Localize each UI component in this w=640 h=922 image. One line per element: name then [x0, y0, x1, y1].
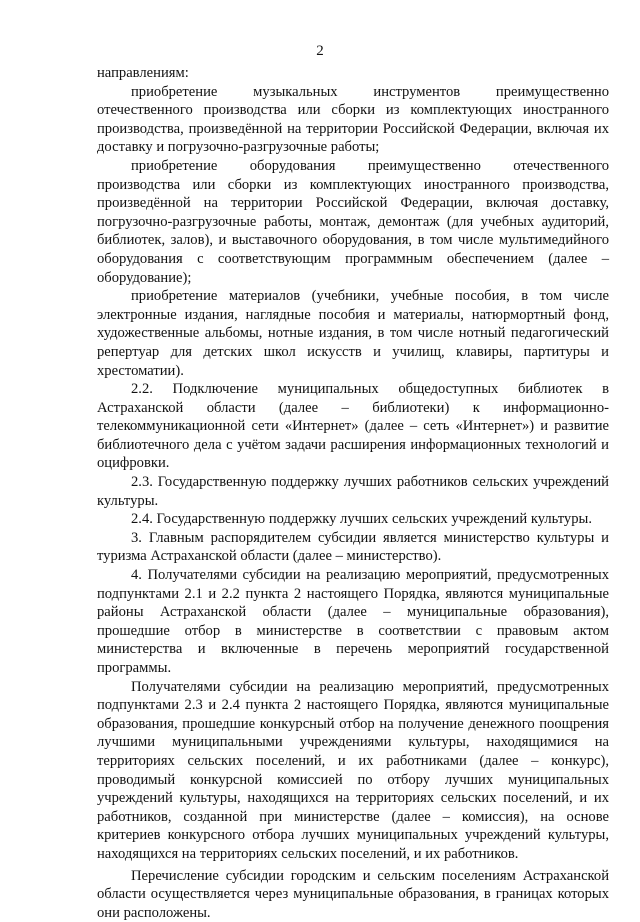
paragraph-3: 3. Главным распорядителем субсидии является министерство культуры и туризма Астраханской области (далее – министерство).: [97, 529, 609, 565]
paragraph-2-4: 2.4. Государственную поддержку лучших сельских учреждений культуры.: [131, 511, 592, 528]
document-body: [97, 64, 609, 922]
paragraph-4: 4. Получателями субсидии на реализацию мероприятий, предусмотренных подпунктами 2.1 и 2.2 пункта 2 настоящего Порядка, являются муниципальные районы Астраханской области (далее – муниципальные образования), прошедшие отбор в министерстве в соответствии с правовым актом министерства и включенные в перечень мероприятий государственной программы.: [97, 567, 609, 676]
paragraph-2-2: 2.2. Подключение муниципальных общедоступных библиотек в Астраханской области (далее – библиотеки) к информационно-телекоммуникационной сети «Интернет» (далее – сеть «Интернет») и развитие библиотечного дела с учётом задачи расширения информационных технологий и оцифровки.: [97, 381, 609, 472]
paragraph-equipment: приобретение оборудования преимущественно отечественного производства или сборки из комплектующих иностранного производства, произведённой на территории Российской Федерации, включая доставку, погрузочно-разгрузочные работы, монтаж, демонтаж (для учебных аудиторий, библиотек, залов), и выставочного оборудования, в том числе мультимедийного оборудования с соответствующим программным обеспечением (далее – оборудование);: [97, 157, 609, 286]
paragraph-recipients: Получателями субсидии на реализацию мероприятий, предусмотренных подпунктами 2.3 и 2.4 пункта 2 настоящего Порядка, являются муниципальные образования, прошедшие конкурсный отбор на получение денежного поощрения лучшими муниципальными учреждениями культуры, находящимися на территориях сельских поселений, и их работниками (далее – конкурс), проводимый конкурсной комиссией по отбору лучших муниципальных учреждений культуры, находящихся на территориях сельских поселений, и их работников, созданной при министерстве (далее – комиссия), на основе критериев конкурсного отбора лучших муниципальных учреждений культуры, находящихся на территориях сельских поселений, и их работников.: [97, 678, 609, 862]
paragraph-transfer: Перечисление субсидии городским и сельским поселениям Астраханской области осуществляется через муниципальные образования, в границах которых они расположены.: [97, 867, 609, 921]
paragraph-musical-instruments: приобретение музыкальных инструментов преимущественно отечественного производства или сборки из комплектующих иностранного производства, произведённой на территории Российской Федерации, включая их доставку и погрузочно-разгрузочные работы;: [97, 83, 609, 156]
paragraph-continuation: направлениям:: [97, 65, 189, 81]
paragraph-2-3: 2.3. Государственную поддержку лучших работников сельских учреждений культуры.: [97, 474, 609, 509]
page-number: 2: [316, 43, 324, 59]
paragraph-materials: приобретение материалов (учебники, учебные пособия, в том числе электронные издания, наглядные пособия и материалы, натюрмортный фонд, художественные альбомы, нотные издания, в том числе нотный педагогический репертуар для детских школ искусств и училищ, клавиры, партитуры и хрестоматии).: [97, 288, 609, 379]
